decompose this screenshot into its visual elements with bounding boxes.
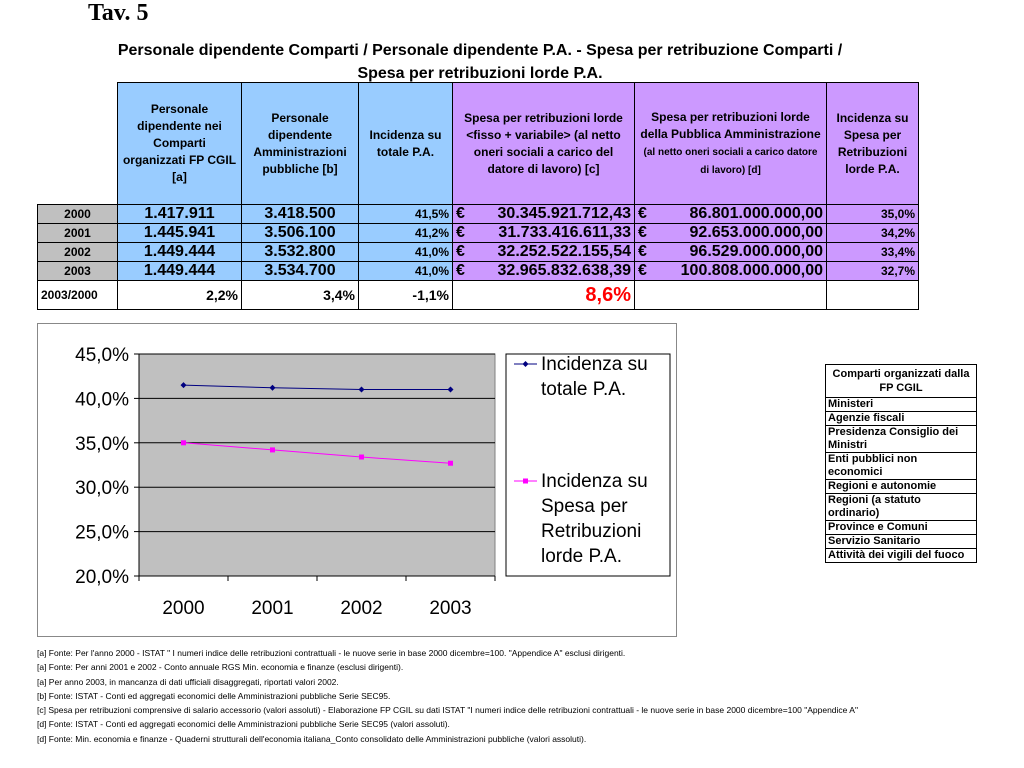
legend-label: Incidenza su <box>541 354 648 375</box>
incidenza-pa-cell: 41,2% <box>359 224 453 243</box>
comparti-cell: 1.445.941 <box>118 224 242 243</box>
footnote: [b] Fonte: ISTAT - Conti ed aggregati economici delle Amministrazioni pubbliche Serie SEC95. <box>37 690 391 701</box>
spesa-pa-cell <box>635 262 827 281</box>
table-row <box>38 243 919 262</box>
euro-sign: € <box>456 224 465 241</box>
spesa-comparti-value: 31.733.416.611,33 <box>498 224 631 241</box>
y-tick-label: 45,0% <box>75 345 129 366</box>
comparti-list <box>825 364 977 563</box>
incidenza-spesa-cell: 35,0% <box>827 205 919 224</box>
incidenza-spesa-cell: 34,2% <box>827 224 919 243</box>
pa-cell: 3.506.100 <box>242 224 359 243</box>
comparti-item: Province e Comuni <box>826 521 976 535</box>
comparti-item: Servizio Sanitario <box>826 535 976 549</box>
total-pa: 3,4% <box>242 281 359 310</box>
euro-sign: € <box>638 224 647 241</box>
comparti-item: Ministeri <box>826 398 976 412</box>
chart-area <box>37 323 677 637</box>
incidenza-pa-cell: 41,0% <box>359 262 453 281</box>
comparti-cell: 1.449.444 <box>118 262 242 281</box>
spesa-comparti-value: 32.965.832.638,39 <box>497 262 631 279</box>
footnote: [d] Fonte: ISTAT - Conti ed aggregati economici delle Amministrazioni pubbliche Serie SEC95 (valori assoluti). <box>37 719 450 730</box>
spesa-comparti-value: 32.252.522.155,54 <box>497 243 631 260</box>
legend-label: Incidenza su <box>541 471 648 492</box>
table-number: Tav. 5 <box>88 0 149 26</box>
spesa-pa-value: 100.808.000.000,00 <box>680 262 823 279</box>
data-point <box>359 455 364 460</box>
y-tick-label: 30,0% <box>75 478 129 500</box>
spesa-pa-value: 92.653.000.000,00 <box>689 224 823 241</box>
year-cell: 2002 <box>38 243 118 262</box>
comparti-item: Agenzie fiscali <box>826 412 976 426</box>
table-row <box>38 205 919 224</box>
euro-sign: € <box>638 205 647 222</box>
header-incidenza-pa: Incidenza su totale P.A. <box>359 83 453 205</box>
y-tick-label: 25,0% <box>75 522 129 544</box>
comparti-list-header: Comparti organizzati dalla FP CGIL <box>826 365 976 398</box>
data-point <box>181 440 186 445</box>
total-spesa-pa <box>635 281 827 310</box>
table-row <box>38 262 919 281</box>
total-comparti: 2,2% <box>118 281 242 310</box>
footnote: [a] Fonte: Per anni 2001 e 2002 - Conto annuale RGS Min. economia e finanze (esclusi dirigenti). <box>37 662 404 673</box>
header-incidenza-spesa: Incidenza su Spesa per Retribuzioni lorde P.A. <box>827 83 919 205</box>
spesa-comparti-cell <box>453 224 635 243</box>
incidenza-spesa-cell: 32,7% <box>827 262 919 281</box>
spesa-comparti-cell <box>453 205 635 224</box>
incidenza-spesa-cell: 33,4% <box>827 243 919 262</box>
legend-label: totale P.A. <box>541 379 627 400</box>
comparti-item: Attività dei vigili del fuoco <box>828 549 965 561</box>
spesa-pa-value: 86.801.000.000,00 <box>689 205 823 222</box>
euro-sign: € <box>456 243 465 260</box>
line-chart <box>38 324 676 636</box>
page-title <box>30 39 930 85</box>
pa-cell: 3.418.500 <box>242 205 359 224</box>
incidenza-pa-cell: 41,5% <box>359 205 453 224</box>
spesa-pa-cell <box>635 224 827 243</box>
legend-label: Retribuzioni <box>541 521 642 542</box>
data-table <box>37 82 919 310</box>
footnote: [c] Spesa per retribuzioni comprensive di salario accessorio (valori assoluti) - Elaborazione FP CGIL su dati ISTAT "I numeri indice delle retribuzioni contrattuali - le nuove serie in base 2000 dicembre=100 "Appendice A" <box>37 705 858 716</box>
y-tick-label: 40,0% <box>75 389 129 411</box>
data-point <box>448 461 453 466</box>
euro-sign: € <box>638 243 647 260</box>
euro-sign: € <box>638 262 647 279</box>
header-spesa-pa-main: Spesa per retribuzioni lorde della Pubblica Amministrazione <box>640 109 821 141</box>
total-spesa-comparti: 8,6% <box>453 281 635 310</box>
header-spesa-comparti: Spesa per retribuzioni lorde <fisso + variabile> (al netto oneri sociali a carico del datore di lavoro) [c] <box>453 83 635 205</box>
header-spesa-pa <box>635 83 827 205</box>
y-tick-label: 20,0% <box>75 567 129 588</box>
spesa-pa-cell <box>635 205 827 224</box>
header-spesa-pa-note: (al netto oneri sociali a carico datore di lavoro) [d] <box>643 146 818 176</box>
table-row <box>38 224 919 243</box>
header-comparti: Personale dipendente nei Comparti organizzati FP CGIL [a] <box>118 83 242 205</box>
x-tick-label: 2000 <box>162 598 205 619</box>
spesa-comparti-cell <box>453 243 635 262</box>
incidenza-pa-cell: 41,0% <box>359 243 453 262</box>
x-tick-label: 2001 <box>251 598 294 619</box>
comparti-item: Regioni (a statuto ordinario) <box>826 494 976 521</box>
table-header-row <box>38 83 919 205</box>
header-pa: Personale dipendente Amministrazioni pubbliche [b] <box>242 83 359 205</box>
header-empty <box>38 83 118 205</box>
legend-label: lorde P.A. <box>541 546 622 567</box>
footnotes <box>37 646 977 746</box>
plot-background <box>139 354 495 576</box>
total-label: 2003/2000 <box>38 281 118 310</box>
euro-sign: € <box>456 262 465 279</box>
spesa-comparti-value: 30.345.921.712,43 <box>497 205 631 222</box>
total-incidenza-pa: -1,1% <box>359 281 453 310</box>
spesa-comparti-cell <box>453 262 635 281</box>
y-tick-label: 35,0% <box>75 433 129 455</box>
comparti-item: Enti pubblici non economici <box>826 453 976 480</box>
data-point <box>270 447 275 452</box>
euro-sign: € <box>456 205 465 222</box>
spesa-pa-value: 96.529.000.000,00 <box>689 243 823 260</box>
comparti-cell: 1.417.911 <box>118 205 242 224</box>
footnote: [a] Per anno 2003, in mancanza di dati ufficiali disaggregati, riportati valori 2002. <box>37 676 339 687</box>
year-cell: 2001 <box>38 224 118 243</box>
total-row <box>38 281 919 310</box>
comparti-cell: 1.449.444 <box>118 243 242 262</box>
footnote: [d] Fonte: Min. economia e finanze - Quaderni strutturali dell'economia italiana_Conto consolidato delle Amministrazioni pubbliche (valori assoluti). <box>37 733 587 744</box>
spesa-pa-cell <box>635 243 827 262</box>
comparti-item: Regioni e autonomie <box>826 480 976 494</box>
legend-label: Spesa per <box>541 496 628 517</box>
pa-cell: 3.532.800 <box>242 243 359 262</box>
title-line-1: Personale dipendente Comparti / Personale dipendente P.A. - Spesa per retribuzione Comparti / <box>117 42 843 59</box>
comparti-item: Presidenza Consiglio dei Ministri <box>826 426 976 453</box>
year-cell: 2000 <box>38 205 118 224</box>
x-tick-label: 2002 <box>340 598 383 619</box>
title-line-2: Spesa per retribuzioni lorde P.A. <box>357 65 603 82</box>
pa-cell: 3.534.700 <box>242 262 359 281</box>
year-cell: 2003 <box>38 262 118 281</box>
legend-marker <box>523 479 528 484</box>
footnote: [a] Fonte: Per l'anno 2000 - ISTAT " I numeri indice delle retribuzioni contrattuali - le nuove serie in base 2000 dicembre=100. "Appendice A" esclusi dirigenti. <box>37 648 626 658</box>
x-tick-label: 2003 <box>429 598 472 619</box>
total-incidenza-spesa <box>827 281 919 310</box>
